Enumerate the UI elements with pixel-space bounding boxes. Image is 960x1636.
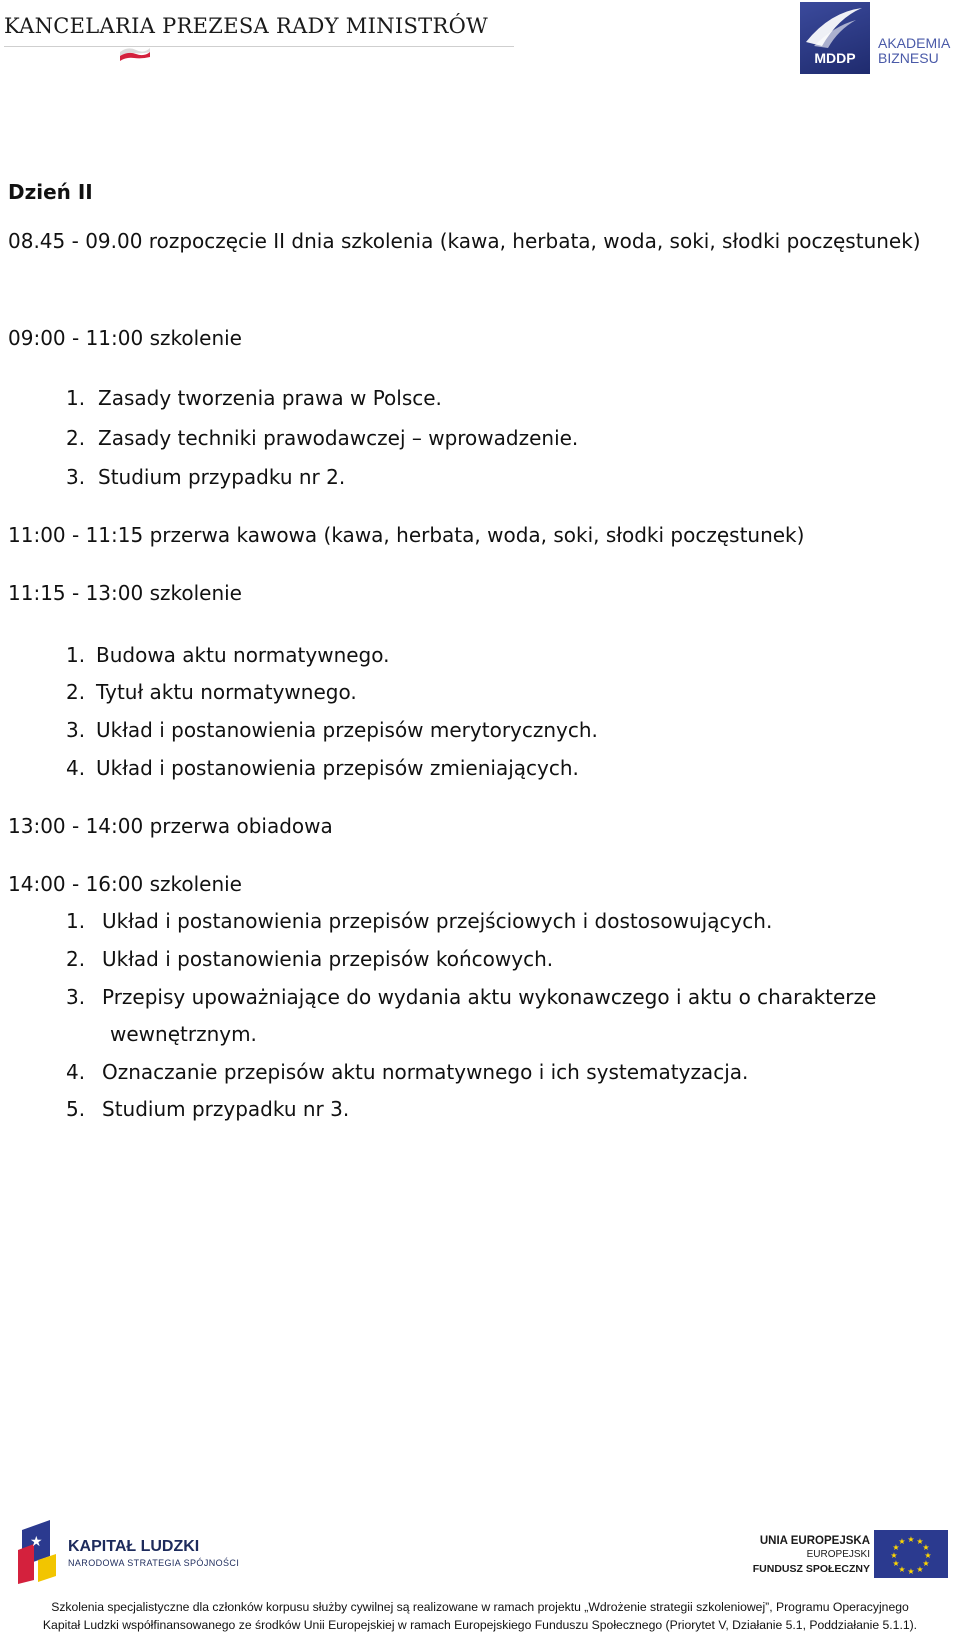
list-item: 2. Układ i postanowienia przepisów końcowych. [66,947,554,971]
kprm-title: KANCELARIA PREZESA RADY MINISTRÓW [4,14,488,38]
list-item: 1. Budowa aktu normatywnego. [66,643,390,667]
footer-note [10,1598,950,1634]
svg-text:★: ★ [898,1565,906,1574]
list-item: 4. Układ i postanowienia przepisów zmieniających. [66,756,579,780]
list-item: 5. Studium przypadku nr 3. [66,1097,350,1121]
kapital-ludzki-subtitle: NARODOWA STRATEGIA SPÓJNOŚCI [68,1558,240,1568]
kapital-ludzki-title: KAPITAŁ LUDZKI [68,1538,200,1555]
list-item: 4. Oznaczanie przepisów aktu normatywnego i ich systematyzacja. [66,1060,749,1084]
block2-title: 11:15 - 13:00 szkolenie [8,581,242,605]
day-heading: Dzień II [8,180,93,204]
svg-text:★: ★ [907,1567,915,1576]
footer-note-line-1: Szkolenia specjalistyczne dla członków korpusu służby cywilnej są realizowane w ramach projektu „Wdrożenie strategii szkoleniowej”, Programu Operacyjnego [51,1600,909,1614]
coffee-break: 11:00 - 11:15 przerwa kawowa (kawa, herbata, woda, soki, słodki poczęstunek) [8,523,805,547]
block1-title: 09:00 - 11:00 szkolenie [8,326,242,350]
akademia-biznesu-logo [878,36,958,66]
list-item: 3. Studium przypadku nr 2. [66,465,346,489]
header-rule [4,46,514,47]
akademia-line: AKADEMIA [878,35,951,51]
svg-text:★: ★ [892,1559,900,1568]
opening-paragraph: 08.45 - 09.00 rozpoczęcie II dnia szkolenia (kawa, herbata, woda, soki, słodki poczęstunek) [8,229,921,253]
svg-text:★: ★ [924,1551,932,1560]
list-item: 1. Układ i postanowienia przepisów przejściowych i dostosowujących. [66,909,773,933]
eu-line-1: UNIA EUROPEJSKA [759,1535,870,1547]
list-item: 3. Przepisy upoważniające do wydania aktu wykonawczego i aktu o charakterze [66,985,877,1009]
eu-fund-text [740,1534,870,1576]
svg-text:★: ★ [916,1537,924,1546]
eu-flag-icon [874,1530,948,1578]
eu-line-3: FUNDUSZ SPOŁECZNY [752,1563,870,1575]
biznesu-line: BIZNESU [878,50,939,66]
kapital-ludzki-icon [16,1520,66,1584]
footer-note-line-2: Kapitał Ludzki współfinansowanego ze środków Unii Europejskiej w ramach Europejskiego Funduszu Społecznego (Priorytet V, Działanie 5.1, Poddziałanie 5.1.1). [42,1618,918,1632]
list-item: 1. Zasady tworzenia prawa w Polsce. [66,386,442,410]
mddp-label: MDDP [814,50,856,66]
block3-title: 14:00 - 16:00 szkolenie [8,872,242,896]
svg-text:★: ★ [922,1543,930,1552]
svg-text:★: ★ [916,1565,924,1574]
svg-text:★: ★ [30,1534,43,1550]
svg-text:★: ★ [898,1537,906,1546]
swoosh-icon [800,2,870,52]
svg-text:★: ★ [907,1535,915,1544]
svg-text:★: ★ [890,1551,898,1560]
mddp-logo [800,2,870,74]
svg-text:★: ★ [892,1543,900,1552]
list-item: 2. Zasady techniki prawodawczej – wprowadzenie. [66,426,579,450]
list-item: 2. Tytuł aktu normatywnego. [66,680,357,704]
list-item-continuation: wewnętrznym. [110,1022,257,1046]
svg-text:★: ★ [922,1559,930,1568]
polish-flag-icon [118,44,152,62]
eu-line-2: EUROPEJSKI [806,1549,870,1560]
lunch-break: 13:00 - 14:00 przerwa obiadowa [8,814,333,838]
list-item: 3. Układ i postanowienia przepisów merytorycznych. [66,718,598,742]
